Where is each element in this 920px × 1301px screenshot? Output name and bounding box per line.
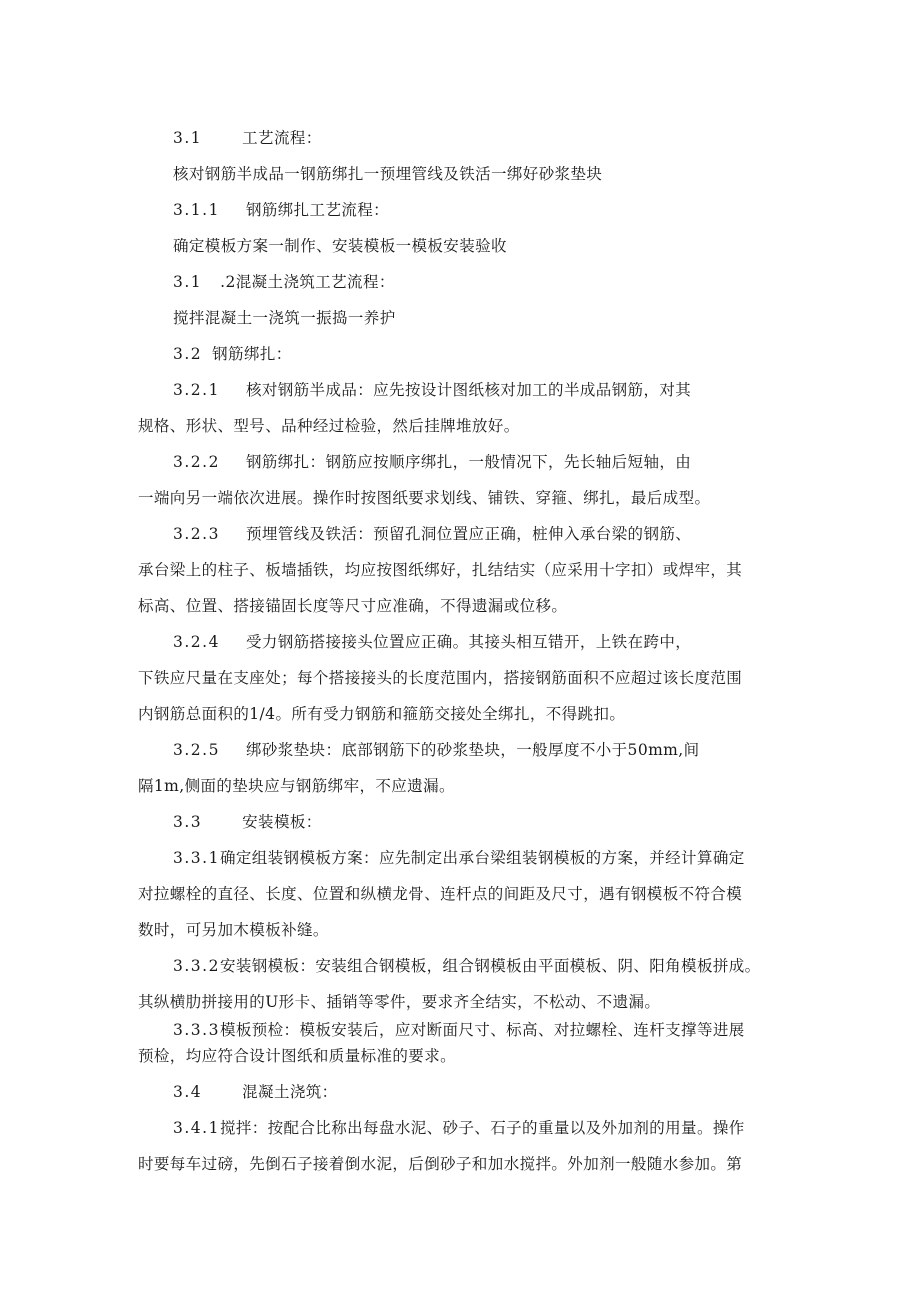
paragraph-3-2-1-line-1 (173, 380, 691, 400)
line-text: 核对钢筋半成品一钢筋绑扎一预埋管线及铁活一绑好砂浆垫块 (173, 165, 603, 183)
paragraph-line (138, 920, 329, 940)
paragraph-3-3-3-line-1 (173, 1020, 745, 1040)
line-text: 数时，可另加木模板补缝。 (138, 921, 329, 939)
paragraph-line (138, 488, 710, 508)
heading-3-3 (173, 812, 322, 832)
section-title: 钢筋绑扎工艺流程： (245, 201, 390, 219)
heading-3-1-2 (173, 272, 395, 292)
paragraph-3-2-4-line-1 (173, 632, 691, 652)
line-text: 其纵横肋拼接用的U形卡、插销等零件，要求齐全结实，不松动、不遗漏。 (138, 993, 661, 1011)
paragraph-3-3-2-line-1 (173, 956, 761, 976)
line-text: 对拉螺栓的直径、长度、位置和纵横龙骨、连杆点的间距及尺寸，遇有钢模板不符合模 (138, 885, 743, 903)
paragraph-3-2-5-line-1 (173, 740, 700, 760)
paragraph-line (138, 1046, 456, 1066)
paragraph-line (138, 416, 520, 436)
paragraph-3-2-2-line-1 (173, 452, 691, 472)
line-text: 安装钢模板：安装组合钢模板，组合钢模板由平面模板、阴、阳角模板拼成。 (219, 957, 761, 975)
section-title: 工艺流程： (242, 129, 322, 147)
section-number: 3.1.1 (173, 201, 220, 219)
line-text: 确定模板方案一制作、安装模板一模板安装验收 (173, 237, 507, 255)
paragraph-line (138, 992, 660, 1012)
section-number: 3.4.1 (173, 1119, 220, 1137)
section-number: 3.2.5 (173, 741, 220, 759)
paragraph-3-2-3-line-1 (173, 524, 691, 544)
line-text: 一端向另一端依次进展。操作时按图纸要求划线、铺铁、穿箍、绑扎，最后成型。 (138, 489, 711, 507)
line-text: 下铁应尺量在支座处；每个搭接接头的长度范围内，搭接钢筋面积不应超过该长度范围 (138, 669, 743, 687)
heading-3-1 (173, 128, 322, 148)
section-title: 钢筋绑扎： (212, 345, 292, 363)
paragraph-line (173, 164, 602, 184)
heading-3-2 (173, 344, 292, 364)
line-text: 模板预检：模板安装后，应对断面尺寸、标高、对拉螺栓、连杆支撑等进展 (219, 1021, 745, 1039)
line-text: 钢筋绑扎：钢筋应按顺序绑扎，一般情况下，先长轴后短轴，由 (245, 453, 692, 471)
section-number: 3.3.2 (173, 957, 220, 975)
paragraph-line (138, 596, 567, 616)
section-number: 3.3 (173, 813, 203, 831)
line-text: 隔1m,侧面的垫块应与钢筋绑牢，不应遗漏。 (138, 777, 455, 795)
paragraph-3-4-1-line-1 (173, 1118, 745, 1138)
section-number: 3.2.1 (173, 381, 220, 399)
section-number: 3.3.3 (173, 1021, 220, 1039)
line-text: 规格、形状、型号、品种经过检验，然后挂牌堆放好。 (138, 417, 520, 435)
paragraph-line (138, 776, 455, 796)
paragraph-3-3-1-line-1 (173, 848, 745, 868)
line-text: 搅拌：按配合比称出每盘水泥、砂子、石子的重量以及外加剂的用量。操作 (219, 1119, 745, 1137)
paragraph-line (173, 236, 507, 256)
line-text: 时要每车过磅，先倒石子接着倒水泥，后倒砂子和加水搅拌。外加剂一般随水参加。第 (138, 1155, 743, 1173)
line-text: 受力钢筋搭接接头位置应正确。其接头相互错开，上铁在跨中， (245, 633, 692, 651)
line-text: 搅拌混凝土一浇筑一振捣一养护 (173, 309, 396, 327)
section-number: 3.1 (173, 273, 203, 291)
line-text: 承台梁上的柱子、板墙插铁，均应按图纸绑好，扎结结实（应采用十字扣）或焊牢，其 (138, 561, 743, 579)
paragraph-line (138, 1154, 742, 1174)
section-number: 3.2.2 (173, 453, 220, 471)
line-text: 预检，均应符合设计图纸和质量标准的要求。 (138, 1047, 457, 1065)
heading-3-4 (173, 1082, 338, 1102)
paragraph-line (138, 668, 742, 688)
line-text: 核对钢筋半成品：应先按设计图纸核对加工的半成品钢筋，对其 (245, 381, 692, 399)
line-text: 标高、位置、搭接锚固长度等尺寸应准确，不得遗漏或位移。 (138, 597, 568, 615)
section-number: 3.4 (173, 1083, 203, 1101)
section-number: 3.2.3 (173, 525, 220, 543)
line-text: 内钢筋总面积的1/4。所有受力钢筋和箍筋交接处全绑扎，不得跳扣。 (138, 705, 626, 723)
section-title: 混凝土浇筑： (242, 1083, 338, 1101)
line-text: 预埋管线及铁活：预留孔洞位置应正确，桩伸入承台梁的钢筋、 (245, 525, 692, 543)
section-title: 安装模板： (242, 813, 322, 831)
line-text: 确定组装钢模板方案：应先制定出承台梁组装钢模板的方案，并经计算确定 (219, 849, 745, 867)
paragraph-line (138, 560, 742, 580)
section-title: .2混凝土浇筑工艺流程： (220, 273, 395, 291)
heading-3-1-1 (173, 200, 389, 220)
section-number: 3.1 (173, 129, 203, 147)
section-number: 3.2 (173, 345, 203, 363)
paragraph-line (173, 308, 396, 328)
section-number: 3.2.4 (173, 633, 220, 651)
section-number: 3.3.1 (173, 849, 220, 867)
paragraph-line (138, 884, 742, 904)
paragraph-line (138, 704, 625, 724)
line-text: 绑砂浆垫块：底部钢筋下的砂浆垫块，一般厚度不小于50mm,间 (245, 741, 700, 759)
